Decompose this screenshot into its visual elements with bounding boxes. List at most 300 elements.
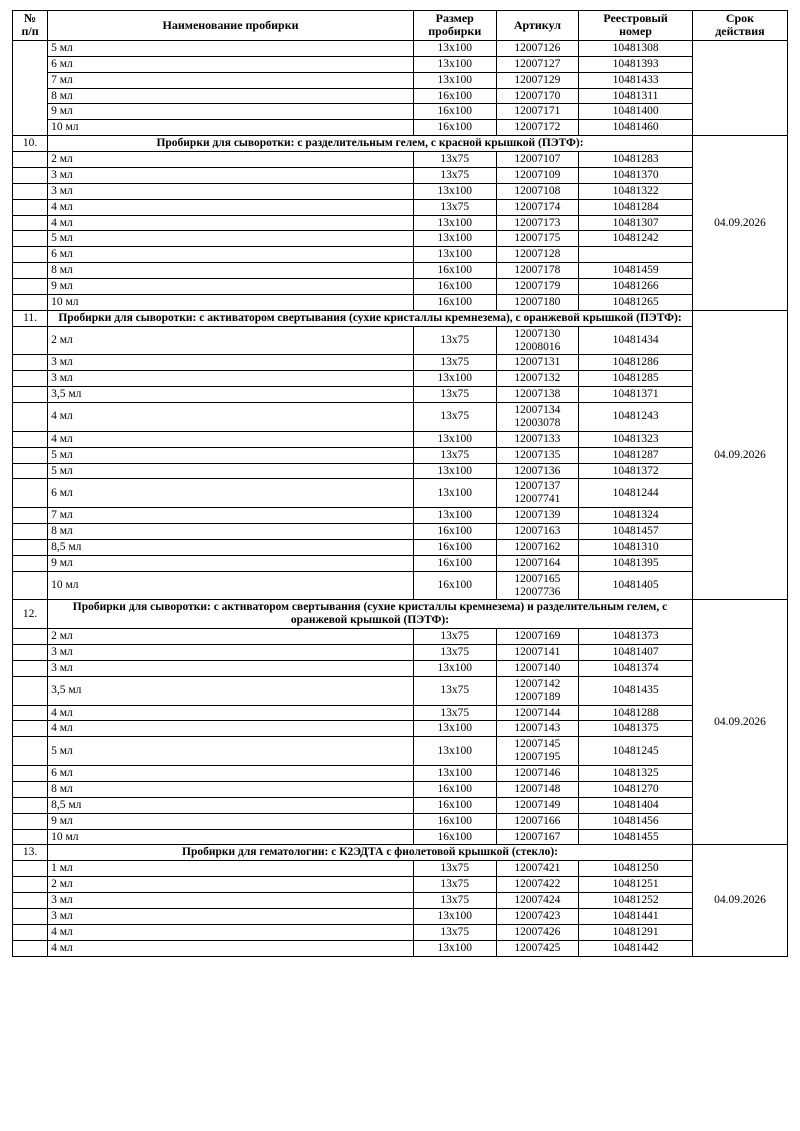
row-number-cell [13,279,48,295]
article-value: 12007426 [514,925,561,938]
article-value: 12007178 [514,264,561,277]
table-row [13,231,788,247]
article-cell [496,72,579,88]
article-value: 12007175 [514,232,561,245]
tube-volume-cell: 2 мл [48,152,414,168]
tube-size-cell: 16x100 [413,104,496,120]
row-number-cell [13,447,48,463]
tube-volume-cell: 8 мл [48,88,414,104]
registry-number-cell: 10481310 [579,539,693,555]
row-number-cell [13,797,48,813]
tube-size-cell: 13x100 [413,56,496,72]
tube-size-cell: 13x100 [413,231,496,247]
table-row [13,463,788,479]
article-value: 12007145 [514,738,561,751]
tube-size-cell: 16x100 [413,797,496,813]
table-row [13,766,788,782]
article-cell [496,893,579,909]
header-size-line1: Размер [435,11,474,25]
article-cell [496,660,579,676]
tube-size-cell: 16x100 [413,571,496,600]
validity-date-cell: 04.09.2026 [692,845,787,956]
registry-number-cell: 10481323 [579,431,693,447]
article-cell [496,555,579,571]
table-row [13,797,788,813]
article-cell [496,279,579,295]
table-row [13,893,788,909]
registry-number-cell: 10481441 [579,908,693,924]
article-cell [496,215,579,231]
registry-number-cell: 10481266 [579,279,693,295]
table-row [13,721,788,737]
table-row [13,571,788,600]
tube-volume-cell: 6 мл [48,766,414,782]
table-row [13,183,788,199]
group-title-cell: Пробирки для сыворотки: с активатором свертывания (сухие кристаллы кремнезема) и разделительным гелем, с оранжевой крышкой (ПЭТФ): [48,600,693,629]
row-number-cell [13,645,48,661]
table-row [13,56,788,72]
article-value: 12007179 [514,280,561,292]
article-cell [496,152,579,168]
article-value: 12007128 [514,248,561,261]
article-cell [496,737,579,766]
article-cell [496,479,579,508]
tube-volume-cell: 6 мл [48,479,414,508]
article-value: 12007136 [514,464,561,477]
tube-volume-cell: 9 мл [48,279,414,295]
row-number-cell [13,721,48,737]
article-value: 12007107 [514,153,561,165]
table-row [13,705,788,721]
article-cell [496,387,579,403]
tube-size-cell: 13x100 [413,660,496,676]
tube-size-cell: 13x75 [413,387,496,403]
article-value: 12007132 [514,372,561,385]
article-cell [496,629,579,645]
registry-number-cell: 10481404 [579,797,693,813]
article-value: 12007741 [514,493,561,506]
header-size-line2: пробирки [428,24,482,39]
article-value: 12007130 [514,327,561,340]
header-registry-line1: Реестровый [603,11,668,25]
tube-volume-cell: 6 мл [48,247,414,263]
tube-volume-cell: 5 мл [48,231,414,247]
tube-volume-cell: 5 мл [48,40,414,56]
row-number-cell [13,199,48,215]
article-cell [496,721,579,737]
registry-number-cell: 10481455 [579,829,693,845]
registry-number-cell: 10481407 [579,645,693,661]
article-value: 12007131 [514,356,561,369]
article-value: 12007423 [514,909,561,922]
article-value: 12007146 [514,767,561,779]
registry-number-cell: 10481395 [579,555,693,571]
article-cell [496,104,579,120]
registry-number-cell: 10481373 [579,629,693,645]
article-cell [496,861,579,877]
row-number-cell [13,555,48,571]
row-number-cell [13,326,48,355]
tube-volume-cell: 5 мл [48,463,414,479]
group-number-cell [13,40,48,135]
tube-size-cell: 13x100 [413,940,496,956]
article-value: 12007163 [514,525,561,537]
tube-size-cell: 13x100 [413,371,496,387]
table-row [13,40,788,56]
article-cell [496,571,579,600]
tube-size-cell: 13x75 [413,924,496,940]
article-value: 12007142 [514,677,561,690]
tube-volume-cell: 9 мл [48,104,414,120]
article-value: 12007736 [514,585,561,598]
tube-size-cell: 16x100 [413,263,496,279]
table-row [13,539,788,555]
row-number-cell [13,571,48,600]
tube-size-cell: 13x75 [413,326,496,355]
header-validity-line1: Срок [725,11,755,25]
tube-size-cell: 16x100 [413,279,496,295]
article-value: 12007180 [514,295,561,308]
row-number-cell [13,231,48,247]
registry-number-cell: 10481325 [579,766,693,782]
article-value: 12007164 [514,556,561,569]
tube-size-cell: 13x75 [413,877,496,893]
header-cell-size [413,11,496,41]
header-cell-number [13,11,48,41]
article-cell [496,676,579,705]
article-cell [496,56,579,72]
tube-size-cell: 16x100 [413,539,496,555]
table-row [13,645,788,661]
article-value: 12007129 [514,73,561,86]
tube-size-cell: 16x100 [413,294,496,310]
table-row [13,403,788,432]
table-row [13,524,788,540]
row-number-cell [13,660,48,676]
tube-size-cell: 13x100 [413,72,496,88]
tube-size-cell: 13x75 [413,152,496,168]
tube-size-cell: 16x100 [413,555,496,571]
registry-number-cell: 10481374 [579,660,693,676]
registry-number-cell: 10481405 [579,571,693,600]
registry-number-cell: 10481322 [579,183,693,199]
tube-volume-cell: 4 мл [48,215,414,231]
article-value: 12007174 [514,200,561,213]
registry-number-cell: 10481284 [579,199,693,215]
table-row [13,120,788,136]
group-number-cell: 10. [13,136,48,152]
tube-volume-cell: 8 мл [48,781,414,797]
table-row [13,813,788,829]
registry-number-cell: 10481460 [579,120,693,136]
row-number-cell [13,294,48,310]
row-number-cell [13,463,48,479]
tube-size-cell: 16x100 [413,88,496,104]
tube-volume-cell: 6 мл [48,56,414,72]
tube-size-cell: 13x75 [413,645,496,661]
tube-volume-cell: 4 мл [48,924,414,940]
header-cell-registry [579,11,693,41]
table-row [13,629,788,645]
tube-size-cell: 13x75 [413,893,496,909]
article-cell [496,924,579,940]
tube-volume-cell: 10 мл [48,829,414,845]
tube-volume-cell: 3 мл [48,645,414,661]
group-header-row [13,845,788,861]
tube-size-cell: 13x75 [413,355,496,371]
group-number-cell: 13. [13,845,48,861]
validity-date-cell [692,40,787,135]
registry-number-cell: 10481291 [579,924,693,940]
registry-number-cell: 10481286 [579,355,693,371]
header-cell-article: Артикул [496,11,579,41]
article-value: 12007425 [514,941,561,954]
table-row [13,676,788,705]
group-number-cell: 12. [13,600,48,629]
tube-size-cell: 13x100 [413,908,496,924]
table-row [13,940,788,956]
tube-size-cell: 13x75 [413,199,496,215]
header-cell-name: Наименование пробирки [48,11,414,41]
table-row [13,371,788,387]
row-number-cell [13,861,48,877]
tube-volume-cell: 4 мл [48,431,414,447]
tube-volume-cell: 10 мл [48,571,414,600]
tube-size-cell: 13x75 [413,861,496,877]
tube-size-cell: 13x75 [413,167,496,183]
article-cell [496,167,579,183]
tube-volume-cell: 1 мл [48,861,414,877]
validity-date-cell: 04.09.2026 [692,136,787,311]
tube-volume-cell: 3 мл [48,355,414,371]
tube-size-cell: 13x75 [413,629,496,645]
article-cell [496,88,579,104]
row-number-cell [13,479,48,508]
tube-size-cell: 13x75 [413,676,496,705]
group-header-row [13,600,788,629]
tube-volume-cell: 4 мл [48,199,414,215]
group-number-cell: 11. [13,310,48,326]
group-title-cell: Пробирки для сыворотки: с разделительным гелем, с красной крышкой (ПЭТФ): [48,136,693,152]
table-row [13,72,788,88]
article-cell [496,247,579,263]
tube-volume-cell: 8,5 мл [48,539,414,555]
row-number-cell [13,893,48,909]
article-value: 12007126 [514,41,561,54]
tube-volume-cell: 2 мл [48,326,414,355]
tube-volume-cell: 3 мл [48,167,414,183]
article-cell [496,371,579,387]
table-row [13,263,788,279]
group-header-row [13,310,788,326]
row-number-cell [13,371,48,387]
tube-volume-cell: 3,5 мл [48,676,414,705]
table-row [13,861,788,877]
registry-number-cell: 10481285 [579,371,693,387]
article-cell [496,645,579,661]
registry-number-cell: 10481459 [579,263,693,279]
row-number-cell [13,152,48,168]
table-row [13,279,788,295]
tube-volume-cell: 9 мл [48,555,414,571]
row-number-cell [13,355,48,371]
tube-size-cell: 13x75 [413,403,496,432]
article-value: 12007422 [514,878,561,891]
table-row [13,294,788,310]
header-number-line1: № [24,11,37,25]
tube-size-cell: 13x100 [413,183,496,199]
validity-date-cell: 04.09.2026 [692,600,787,845]
table-row [13,479,788,508]
article-value: 12007135 [514,448,561,461]
row-number-cell [13,629,48,645]
table-row [13,508,788,524]
tube-volume-cell: 8 мл [48,263,414,279]
row-number-cell [13,877,48,893]
article-value: 12008016 [514,340,561,353]
article-value: 12007127 [514,57,561,70]
article-value: 12007162 [514,540,561,553]
table-row [13,104,788,120]
table-row [13,199,788,215]
tube-size-cell: 13x75 [413,705,496,721]
row-number-cell [13,524,48,540]
table-row [13,431,788,447]
table-body [13,40,788,956]
tube-volume-cell: 4 мл [48,940,414,956]
article-cell [496,355,579,371]
row-number-cell [13,737,48,766]
table-row [13,924,788,940]
row-number-cell [13,908,48,924]
article-cell [496,908,579,924]
row-number-cell [13,829,48,845]
article-value: 12007170 [514,89,561,102]
table-row [13,660,788,676]
tube-registry-table [12,10,788,957]
registry-number-cell: 10481242 [579,231,693,247]
article-cell [496,431,579,447]
table-row [13,908,788,924]
tube-size-cell: 13x100 [413,247,496,263]
tube-volume-cell: 10 мл [48,120,414,136]
tube-volume-cell: 4 мл [48,403,414,432]
article-value: 12007144 [514,706,561,719]
article-cell [496,524,579,540]
table-row [13,877,788,893]
tube-size-cell: 16x100 [413,813,496,829]
registry-number-cell: 10481245 [579,737,693,766]
table-row [13,326,788,355]
registry-number-cell: 10481435 [579,676,693,705]
tube-size-cell: 13x100 [413,737,496,766]
registry-number-cell: 10481393 [579,56,693,72]
article-value: 12003078 [514,416,561,429]
row-number-cell [13,508,48,524]
tube-size-cell: 13x100 [413,721,496,737]
group-title-cell: Пробирки для сыворотки: с активатором свертывания (сухие кристаллы кремнезема), с оранжевой крышкой (ПЭТФ): [48,310,693,326]
article-value: 12007108 [514,184,561,197]
registry-number-cell: 10481324 [579,508,693,524]
tube-size-cell: 16x100 [413,829,496,845]
tube-size-cell: 13x100 [413,508,496,524]
registry-number-cell: 10481251 [579,877,693,893]
tube-volume-cell: 3 мл [48,908,414,924]
article-cell [496,781,579,797]
row-number-cell [13,183,48,199]
tube-volume-cell: 10 мл [48,294,414,310]
table-row [13,555,788,571]
table-row [13,247,788,263]
table-row [13,355,788,371]
registry-number-cell: 10481400 [579,104,693,120]
article-cell [496,463,579,479]
article-value: 12007169 [514,630,561,643]
tube-size-cell: 16x100 [413,524,496,540]
tube-volume-cell: 2 мл [48,877,414,893]
tube-size-cell: 13x100 [413,463,496,479]
article-value: 12007166 [514,814,561,827]
table-row [13,215,788,231]
registry-number-cell [579,247,693,263]
row-number-cell [13,263,48,279]
article-cell [496,294,579,310]
article-cell [496,940,579,956]
registry-number-cell: 10481456 [579,813,693,829]
group-header-row [13,136,788,152]
article-value: 12007143 [514,722,561,735]
article-cell [496,40,579,56]
header-registry-line2: номер [619,24,652,39]
row-number-cell [13,813,48,829]
table-row [13,829,788,845]
registry-number-cell: 10481311 [579,88,693,104]
tube-size-cell: 16x100 [413,781,496,797]
table-header [13,11,788,41]
article-value: 12007172 [514,121,561,134]
group-title-cell: Пробирки для гематологии: с К2ЭДТА с фиолетовой крышкой (стекло): [48,845,693,861]
row-number-cell [13,431,48,447]
article-value: 12007173 [514,216,561,229]
registry-number-cell: 10481442 [579,940,693,956]
article-value: 12007148 [514,782,561,795]
article-cell [496,199,579,215]
article-cell [496,183,579,199]
tube-volume-cell: 7 мл [48,72,414,88]
table-row [13,88,788,104]
tube-volume-cell: 7 мл [48,508,414,524]
registry-number-cell: 10481372 [579,463,693,479]
tube-volume-cell: 8,5 мл [48,797,414,813]
article-value: 12007139 [514,509,561,522]
registry-number-cell: 10481434 [579,326,693,355]
article-cell [496,508,579,524]
article-cell [496,797,579,813]
tube-volume-cell: 4 мл [48,721,414,737]
tube-volume-cell: 2 мл [48,629,414,645]
registry-number-cell: 10481287 [579,447,693,463]
article-cell [496,231,579,247]
registry-number-cell: 10481457 [579,524,693,540]
tube-size-cell: 13x100 [413,215,496,231]
tube-size-cell: 13x75 [413,447,496,463]
tube-volume-cell: 3 мл [48,371,414,387]
tube-volume-cell: 8 мл [48,524,414,540]
row-number-cell [13,215,48,231]
registry-number-cell: 10481308 [579,40,693,56]
registry-number-cell: 10481244 [579,479,693,508]
tube-size-cell: 13x100 [413,479,496,508]
